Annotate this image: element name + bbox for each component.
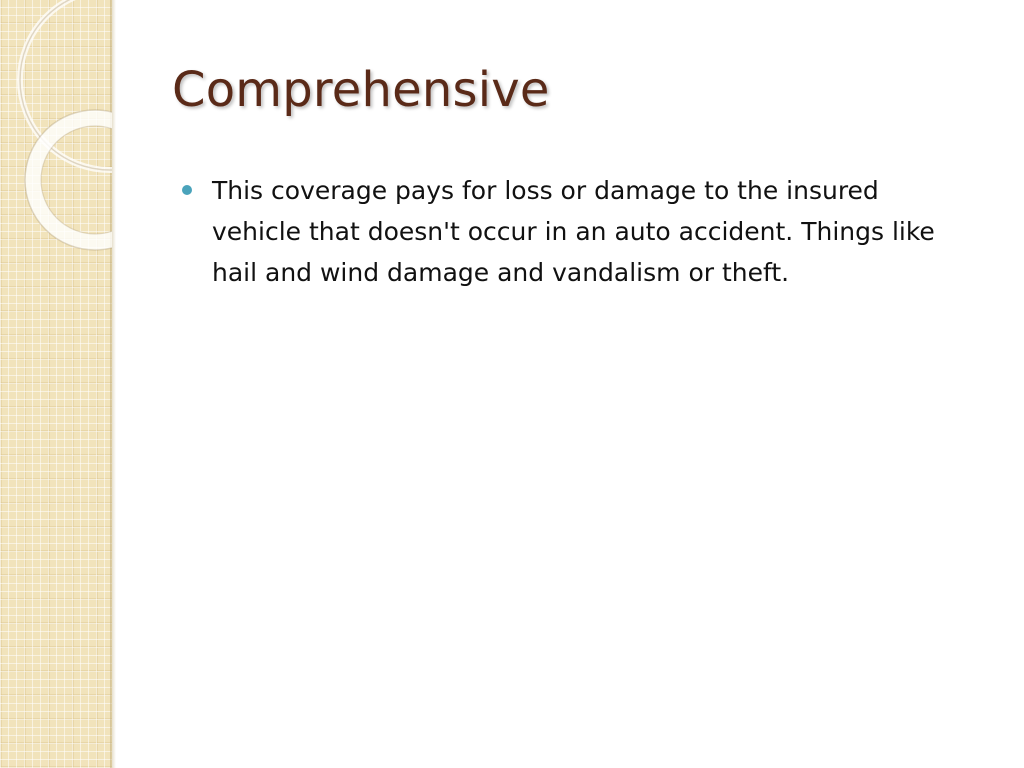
bullet-text: This coverage pays for loss or damage to the insured vehicle that doesn't occur in an auto accident. Things like hail and wind damage and vandalism or theft. [212,176,935,287]
bullet-item [180,170,970,293]
bullet-dot-icon [182,185,192,195]
decorative-rings-icon [0,0,112,260]
bullet-list [180,170,970,293]
slide-title: Comprehensive [172,62,550,118]
